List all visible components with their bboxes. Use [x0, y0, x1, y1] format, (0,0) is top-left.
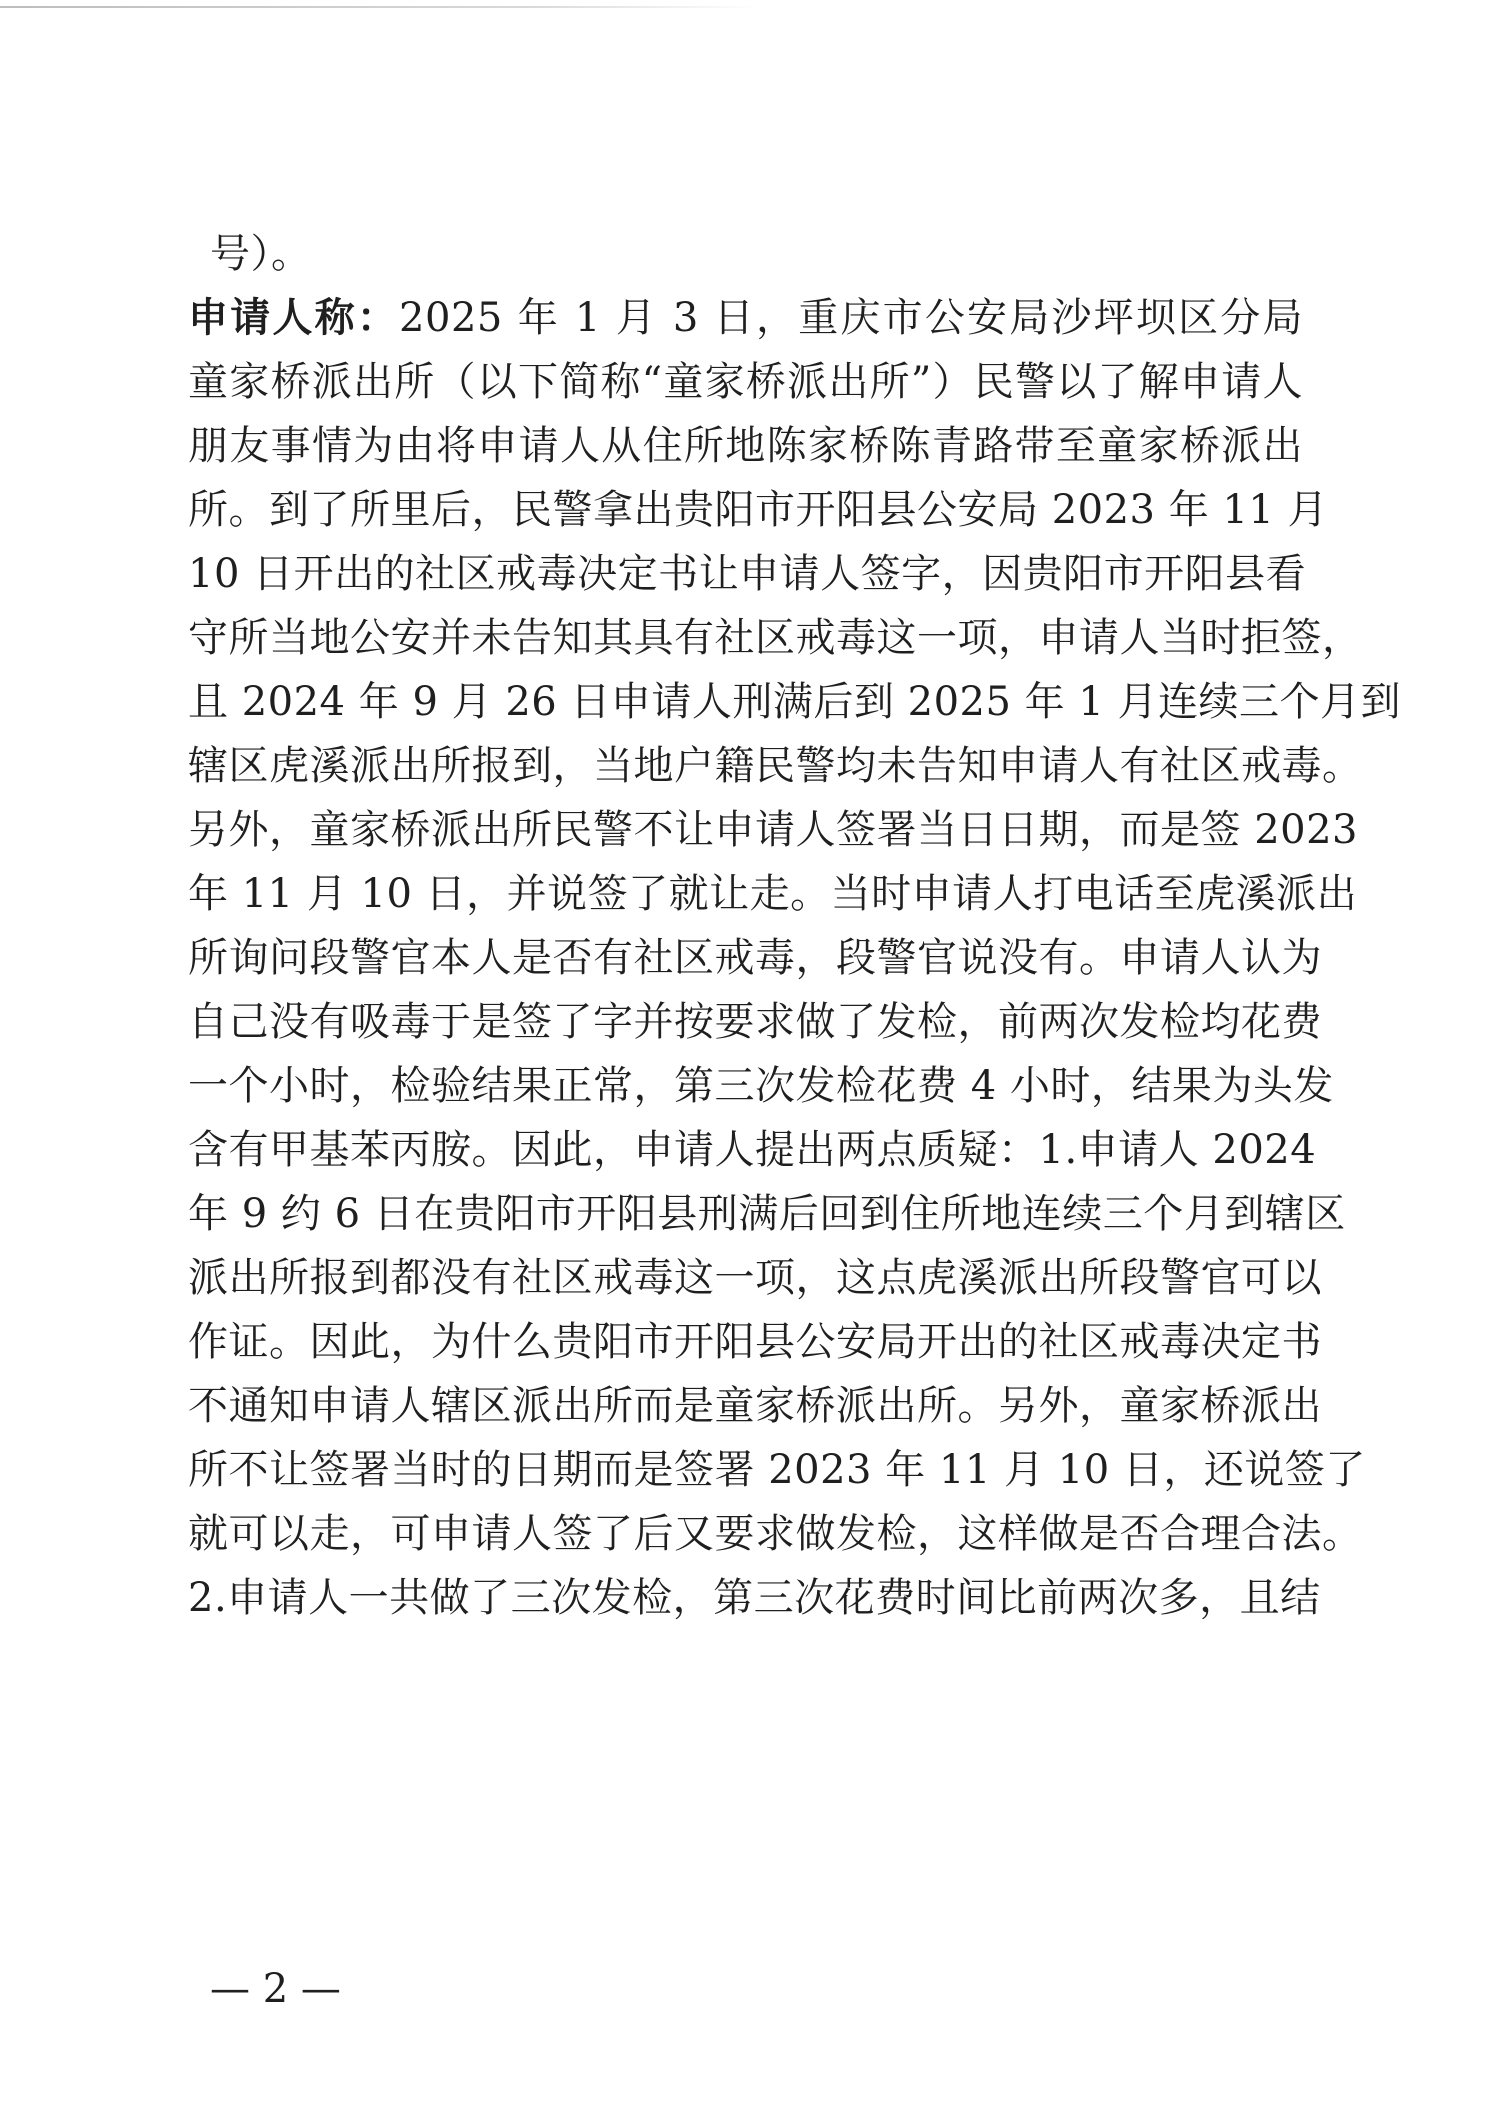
text-line: 不通知申请人辖区派出所而是童家桥派出所。另外，童家桥派出: [188, 1383, 1322, 1429]
text-line: 号）。: [210, 231, 312, 277]
text-line: 年 9 约 6 日在贵阳市开阳县刑满后回到住所地连续三个月到辖区: [188, 1191, 1346, 1237]
page-number: — 2 —: [210, 1966, 341, 2012]
text-line: 年 11 月 10 日，并说签了就让走。当时申请人打电话至虎溪派出: [188, 871, 1358, 917]
text-line: 童家桥派出所（以下简称“童家桥派出所”）民警以了解申请人: [188, 359, 1303, 405]
text-line-lead: [188, 292, 1303, 344]
text-line: 含有甲基苯丙胺。因此，申请人提出两点质疑：1.申请人 2024: [188, 1127, 1317, 1173]
text-line: 所询问段警官本人是否有社区戒毒，段警官说没有。申请人认为: [188, 935, 1322, 981]
lead-text: 2025 年 1 月 3 日，重庆市公安局沙坪坝区分局: [399, 295, 1303, 341]
text-line: 10 日开出的社区戒毒决定书让申请人签字，因贵阳市开阳县看: [188, 551, 1307, 597]
text-line: 作证。因此，为什么贵阳市开阳县公安局开出的社区戒毒决定书: [188, 1319, 1322, 1365]
text-line: 所不让签署当时的日期而是签署 2023 年 11 月 10 日，还说签了: [188, 1447, 1366, 1493]
text-line: 一个小时，检验结果正常，第三次发检花费 4 小时，结果为头发: [188, 1063, 1334, 1109]
text-line: 自己没有吸毒于是签了字并按要求做了发检，前两次发检均花费: [188, 999, 1322, 1045]
text-line: 派出所报到都没有社区戒毒这一项，这点虎溪派出所段警官可以: [188, 1255, 1322, 1301]
text-line: 且 2024 年 9 月 26 日申请人刑满后到 2025 年 1 月连续三个月到: [188, 679, 1402, 725]
text-line: 2.申请人一共做了三次发检，第三次花费时间比前两次多，且结: [188, 1575, 1321, 1621]
text-line: 所。到了所里后，民警拿出贵阳市开阳县公安局 2023 年 11 月: [188, 487, 1329, 533]
text-line: 守所当地公安并未告知其具有社区戒毒这一项，申请人当时拒签，: [188, 615, 1363, 661]
text-line: 就可以走，可申请人签了后又要求做发检，这样做是否合理合法。: [188, 1511, 1363, 1557]
text-line: 另外，童家桥派出所民警不让申请人签署当日日期，而是签 2023: [188, 807, 1359, 853]
text-line: 辖区虎溪派出所报到，当地户籍民警均未告知申请人有社区戒毒。: [188, 743, 1363, 789]
text-line: 朋友事情为由将申请人从住所地陈家桥陈青路带至童家桥派出: [188, 423, 1303, 469]
lead-label: 申请人称：: [188, 294, 400, 341]
